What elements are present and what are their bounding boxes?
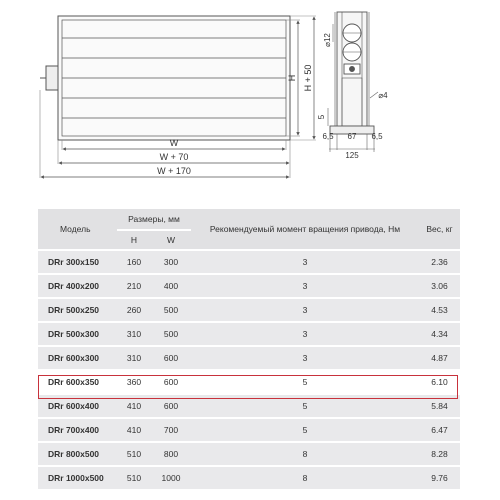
cell-torque: 8 bbox=[191, 467, 419, 489]
cell-w: 600 bbox=[151, 395, 191, 417]
header-torque: Рекомендуемый момент вращения привода, Нм bbox=[191, 209, 419, 249]
cell-torque: 3 bbox=[191, 275, 419, 297]
header-sizes: Размеры, мм bbox=[117, 209, 191, 229]
cell-w: 800 bbox=[151, 443, 191, 465]
table-row bbox=[38, 323, 460, 345]
cell-torque: 3 bbox=[191, 323, 419, 345]
cell-weight: 6.10 bbox=[419, 371, 460, 393]
table-row bbox=[38, 467, 460, 489]
cell-w: 500 bbox=[151, 323, 191, 345]
cell-model: DRr 800x500 bbox=[38, 443, 117, 465]
table-row-highlighted bbox=[38, 371, 460, 393]
damper-front-view bbox=[40, 16, 290, 140]
damper-side-view bbox=[330, 12, 374, 134]
cell-weight: 3.06 bbox=[419, 275, 460, 297]
cell-weight: 2.36 bbox=[419, 251, 460, 273]
table-row bbox=[38, 299, 460, 321]
dim-d12-label: ⌀12 bbox=[323, 33, 332, 47]
cell-model: DRr 600x350 bbox=[38, 371, 117, 393]
dim-w-label: W bbox=[169, 138, 179, 148]
cell-h: 160 bbox=[117, 251, 151, 273]
cell-weight: 8.28 bbox=[419, 443, 460, 465]
cell-torque: 5 bbox=[191, 419, 419, 441]
cell-model: DRr 400x200 bbox=[38, 275, 117, 297]
dim-h-label: H bbox=[287, 74, 297, 82]
dim-125-label: 125 bbox=[345, 151, 359, 160]
table-row bbox=[38, 275, 460, 297]
cell-weight: 4.34 bbox=[419, 323, 460, 345]
cell-h: 410 bbox=[117, 395, 151, 417]
dim-h50-label: H + 50 bbox=[303, 64, 313, 92]
cell-w: 600 bbox=[151, 347, 191, 369]
table-row bbox=[38, 251, 460, 273]
cell-w: 600 bbox=[151, 371, 191, 393]
cell-h: 360 bbox=[117, 371, 151, 393]
cell-torque: 3 bbox=[191, 251, 419, 273]
cell-weight: 4.53 bbox=[419, 299, 460, 321]
spec-table bbox=[38, 207, 460, 491]
cell-model: DRr 600x400 bbox=[38, 395, 117, 417]
dim-d4-label: ⌀4 bbox=[378, 91, 388, 100]
cell-h: 310 bbox=[117, 323, 151, 345]
cell-h: 310 bbox=[117, 347, 151, 369]
cell-weight: 4.87 bbox=[419, 347, 460, 369]
cell-weight: 6.47 bbox=[419, 419, 460, 441]
cell-h: 410 bbox=[117, 419, 151, 441]
cell-w: 1000 bbox=[151, 467, 191, 489]
cell-model: DRr 500x300 bbox=[38, 323, 117, 345]
cell-h: 210 bbox=[117, 275, 151, 297]
cell-w: 300 bbox=[151, 251, 191, 273]
dim-67-label: 67 bbox=[347, 132, 357, 141]
cell-torque: 3 bbox=[191, 299, 419, 321]
cell-torque: 5 bbox=[191, 371, 419, 393]
dim-6-5-left-label: 6,5 bbox=[322, 132, 334, 141]
dim-w70-label: W + 70 bbox=[159, 152, 189, 162]
cell-h: 510 bbox=[117, 467, 151, 489]
cell-h: 510 bbox=[117, 443, 151, 465]
cell-torque: 3 bbox=[191, 347, 419, 369]
cell-torque: 8 bbox=[191, 443, 419, 465]
technical-drawing bbox=[0, 0, 500, 195]
cell-w: 700 bbox=[151, 419, 191, 441]
cell-model: DRr 700x400 bbox=[38, 419, 117, 441]
table-row bbox=[38, 395, 460, 417]
cell-model: DRr 1000x500 bbox=[38, 467, 117, 489]
cell-model: DRr 500x250 bbox=[38, 299, 117, 321]
table-row bbox=[38, 347, 460, 369]
table-row bbox=[38, 443, 460, 465]
header-weight: Вес, кг bbox=[419, 209, 460, 249]
header-w: W bbox=[151, 231, 191, 249]
cell-weight: 5.84 bbox=[419, 395, 460, 417]
dim-w170-label: W + 170 bbox=[157, 166, 191, 176]
cell-w: 500 bbox=[151, 299, 191, 321]
cell-h: 260 bbox=[117, 299, 151, 321]
dim-6-5-right-label: 6,5 bbox=[371, 132, 383, 141]
header-model: Модель bbox=[38, 209, 117, 249]
cell-model: DRr 600x300 bbox=[38, 347, 117, 369]
table-row bbox=[38, 419, 460, 441]
cell-weight: 9.76 bbox=[419, 467, 460, 489]
cell-w: 400 bbox=[151, 275, 191, 297]
header-h: H bbox=[117, 231, 151, 249]
cell-model: DRr 300x150 bbox=[38, 251, 117, 273]
cell-torque: 5 bbox=[191, 395, 419, 417]
dim-5-label: 5 bbox=[317, 114, 326, 120]
